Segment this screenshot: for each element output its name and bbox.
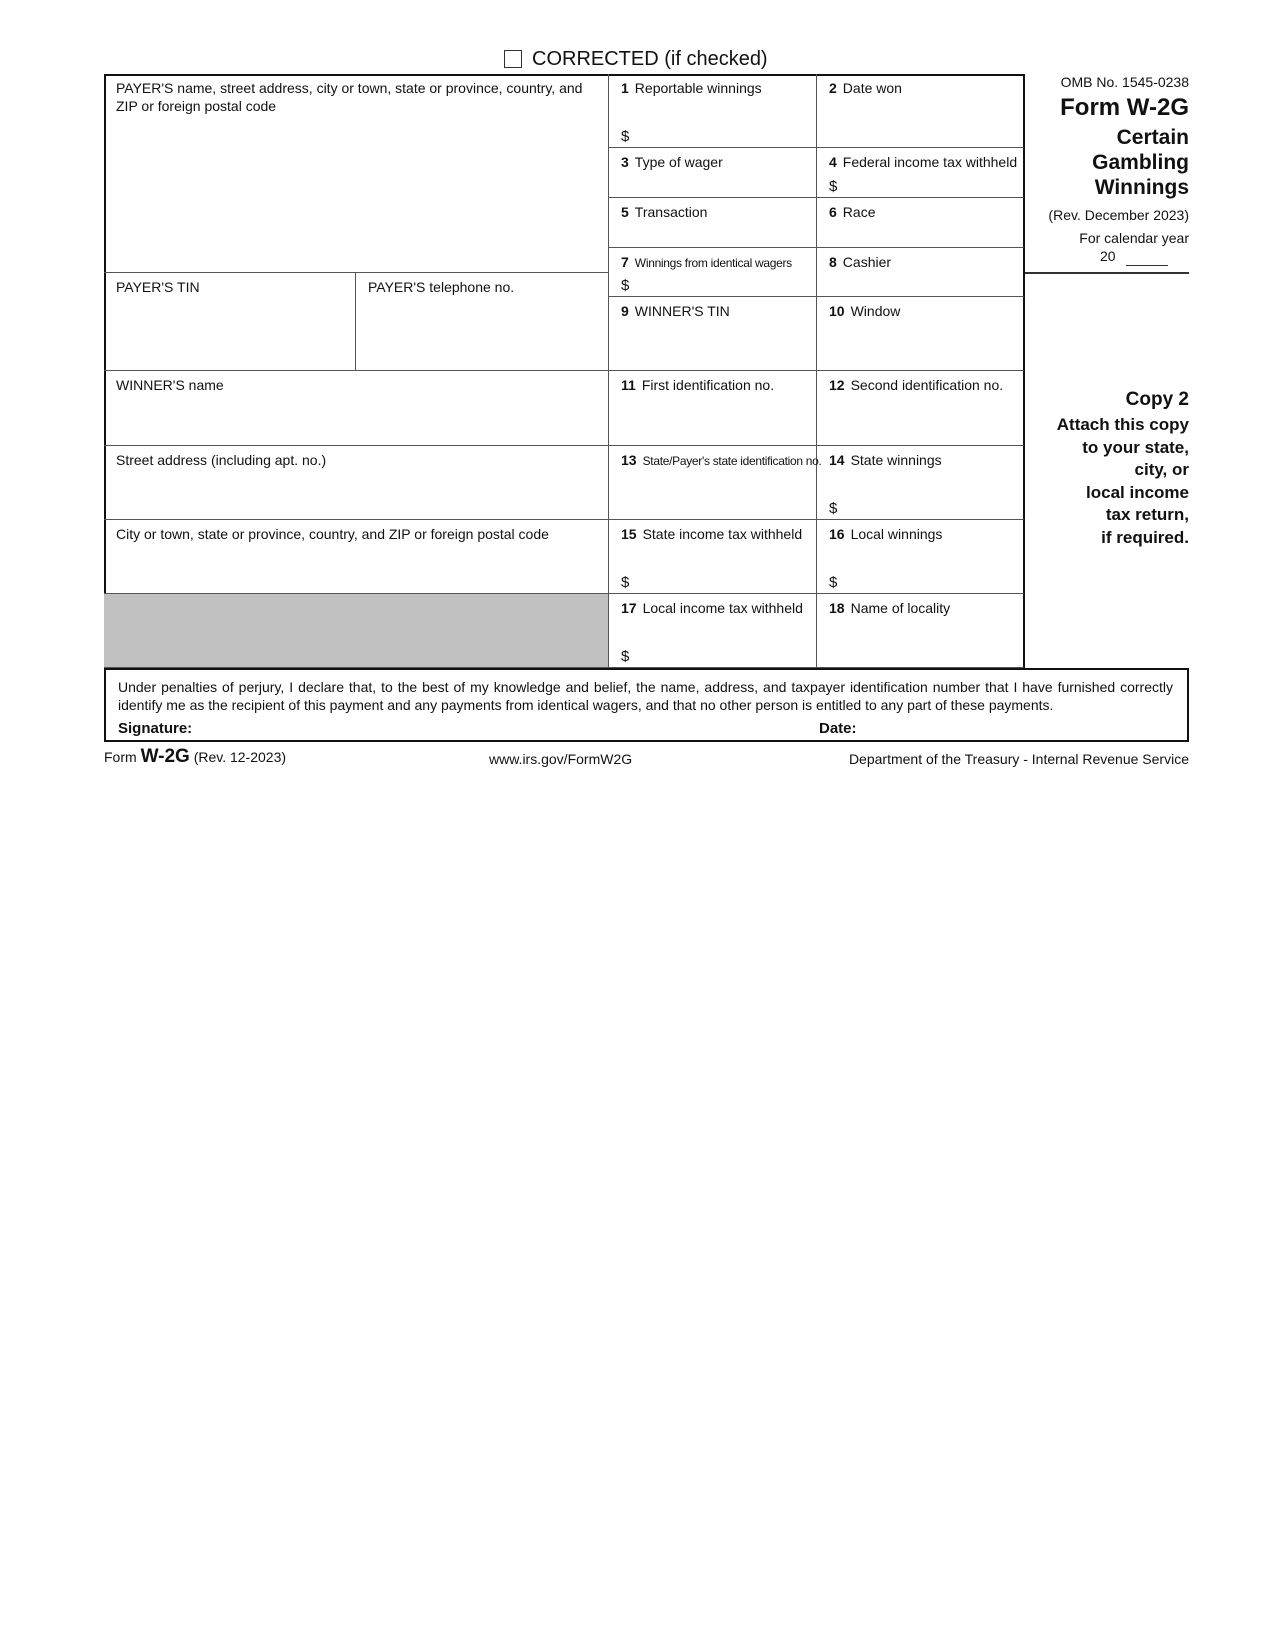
form-subtitle [1092,125,1189,200]
box-label-text: Type of wager [634,154,723,170]
box-label [621,253,792,272]
box-label [829,153,1017,171]
dollar-sign: $ [829,178,838,195]
box-label-text: Local winnings [850,526,943,542]
box-17[interactable] [609,594,817,668]
box-label [621,203,707,221]
street-address-field[interactable] [104,446,609,520]
box-label-text: State income tax withheld [642,526,803,542]
box-15[interactable] [609,520,817,594]
date-label: Date: [819,720,857,737]
box-number: 3 [621,154,629,170]
dollar-sign: $ [829,574,838,591]
payer-name-label: PAYER'S name, street address, city or town, state or province, country, and ZIP or foreign postal code [116,80,583,114]
instruction-line: local income [1086,482,1189,502]
box-13[interactable] [609,446,822,520]
box-label [829,253,891,271]
box-number: 9 [621,303,629,319]
city-field[interactable] [104,520,609,594]
dollar-sign: $ [621,277,630,294]
instruction-line: tax return, [1105,505,1189,524]
box-1[interactable] [609,74,817,148]
box-label-text: Name of locality [850,600,951,616]
box-11[interactable] [609,371,817,446]
box-number: 12 [829,377,845,393]
divider [1025,272,1189,274]
footer-form [104,746,286,768]
box-10[interactable] [817,297,1025,371]
subtitle-line: Winnings [1094,176,1189,199]
signature-label: Signature: [118,720,193,737]
box-number: 4 [829,154,837,170]
box-label [621,451,822,470]
box-number: 8 [829,254,837,270]
box-16[interactable] [817,520,1025,594]
instruction-line: if required. [1101,527,1189,547]
revision: (Rev. December 2023) [1048,207,1189,223]
box-label-text: Race [842,204,876,220]
corrected-label: CORRECTED (if checked) [532,48,768,70]
box-number: 1 [621,80,629,96]
subtitle-line: Certain [1116,126,1189,149]
footer-form-word: Form [104,749,137,765]
box-label [621,302,730,320]
box-label-text: WINNER'S TIN [634,303,730,319]
calendar-year-label: For calendar year [1079,230,1189,246]
box-label-text: State winnings [850,452,942,468]
box-12[interactable] [817,371,1025,446]
box-label [621,525,802,543]
box-label [829,599,950,617]
payer-tin-label: PAYER'S TIN [116,279,200,295]
box-label-text: State/Payer's state identification no. [642,454,822,468]
dollar-sign: $ [621,128,630,145]
box-2[interactable] [817,74,1025,148]
corrected-checkbox[interactable] [504,50,522,68]
box-label [829,525,942,543]
instruction-line: to your state, [1082,437,1189,457]
copy-label: Copy 2 [1125,389,1189,410]
subtitle-line: Gambling [1092,151,1189,174]
box-label-text: Winnings from identical wagers [634,256,792,270]
box-label-text: Transaction [634,204,708,220]
box-label [621,153,723,171]
box-label-text: Reportable winnings [634,80,762,96]
box-label-text: Window [850,303,901,319]
box-number: 15 [621,526,637,542]
footer-revision: (Rev. 12-2023) [193,749,287,765]
instruction-line: Attach this copy [1056,415,1189,434]
declaration-box [104,668,1189,742]
box-18[interactable] [817,594,1025,668]
box-9[interactable] [609,297,817,371]
winner-name-field[interactable] [104,371,609,446]
box-number: 5 [621,204,629,220]
box-number: 13 [621,452,637,468]
street-address-label: Street address (including apt. no.) [116,452,327,468]
box-label-text: Cashier [842,254,892,270]
box-4[interactable] [817,148,1025,198]
omb-number: OMB No. 1545-0238 [1060,74,1189,90]
payer-name-field[interactable] [104,74,609,273]
box-label [829,376,1003,394]
footer-url[interactable]: www.irs.gov/FormW2G [489,751,633,767]
box-number: 18 [829,600,845,616]
box-3[interactable] [609,148,817,198]
date-field[interactable] [871,716,1171,738]
winner-name-label: WINNER'S name [116,377,224,393]
box-label [829,451,942,469]
year-prefix: 20 [1100,248,1116,264]
box-number: 16 [829,526,845,542]
box-label [621,376,774,394]
city-label: City or town, state or province, country, and ZIP or foreign postal code [116,526,549,542]
dollar-sign: $ [621,574,630,591]
box-number: 11 [621,377,636,393]
year-field[interactable] [1126,250,1168,266]
instruction-line: city, or [1134,460,1189,479]
box-8[interactable] [817,248,1025,297]
footer-form-name: W-2G [140,746,190,767]
box-number: 17 [621,600,637,616]
box-number: 10 [829,303,845,319]
box-label-text: Federal income tax withheld [842,154,1018,170]
box-label [621,79,762,97]
box-label [829,302,900,320]
box-5[interactable] [609,198,817,248]
signature-field[interactable] [211,716,811,738]
box-label-text: First identification no. [641,377,775,393]
box-number: 14 [829,452,845,468]
payer-tin-field[interactable] [104,273,356,371]
payer-telephone-field[interactable] [356,273,609,371]
box-label [621,599,803,617]
box-number: 2 [829,80,837,96]
dollar-sign: $ [829,500,838,517]
shaded-area [104,594,609,668]
dollar-sign: $ [621,648,630,665]
payer-telephone-label: PAYER'S telephone no. [368,279,515,295]
box-7[interactable] [609,248,817,297]
perjury-statement: Under penalties of perjury, I declare that, to the best of my knowledge and belief, the name, address, and taxpayer identification number that I have furnished correctly identify me as the recipient of this payment and any payments from identical wagers, and that no other person is entitled to any part of these payments. [118,679,1173,713]
box-number: 6 [829,204,837,220]
footer-department: Department of the Treasury - Internal Revenue Service [848,751,1189,767]
box-14[interactable] [817,446,1025,520]
box-6[interactable] [817,198,1025,248]
box-label-text: Second identification no. [850,377,1004,393]
box-label-text: Local income tax withheld [642,600,803,616]
copy-instructions [1057,414,1189,549]
form-title: Form W-2G [1060,94,1189,121]
box-label-text: Date won [842,80,902,96]
box-label [829,79,902,97]
box-label [829,203,875,221]
box-number: 7 [621,254,629,270]
